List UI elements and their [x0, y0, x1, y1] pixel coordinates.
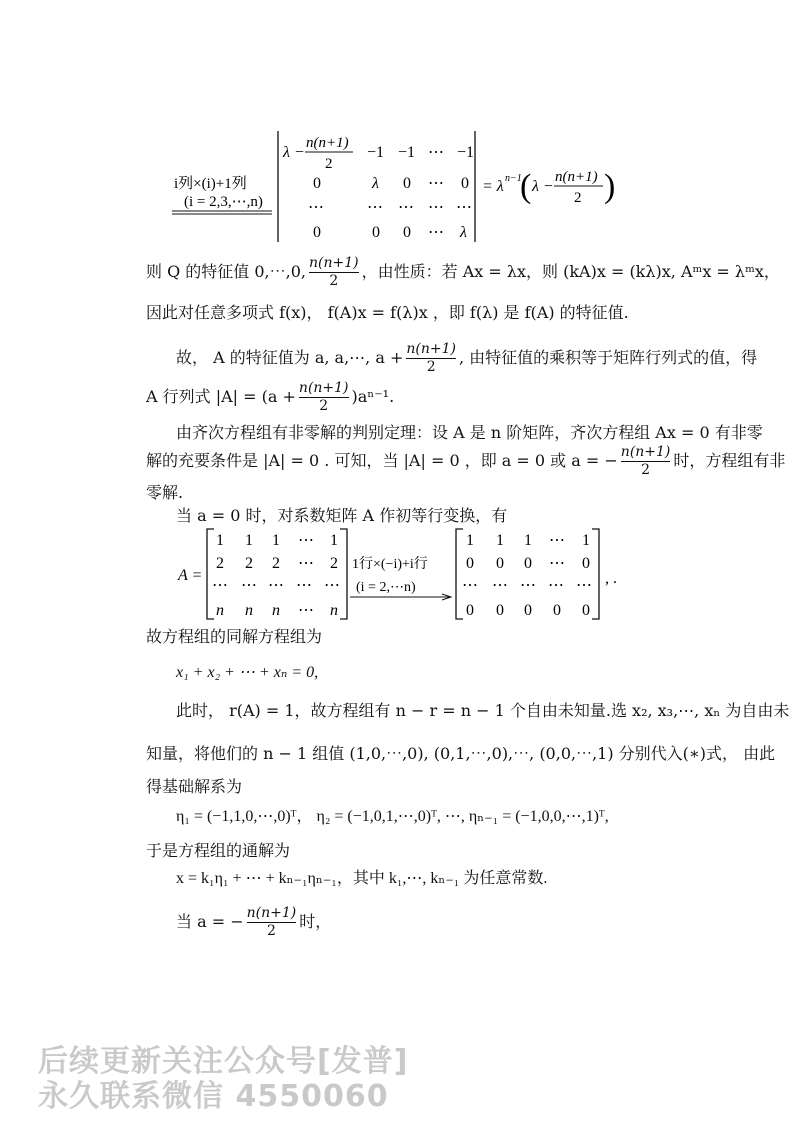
ml-r1-c2: 1 [245, 532, 253, 549]
mr-r2-c5: 0 [582, 555, 590, 572]
det-rhs-open-paren: ( [520, 168, 532, 205]
det-cell-frac-den: 2 [325, 156, 333, 172]
para-determinant-a-text1: A 行列式 |A| = (a + [146, 387, 296, 406]
para-equivalent-system: 故方程组的同解方程组为 [146, 627, 323, 646]
ml-r4-c2: n [245, 602, 253, 619]
para-determinant-a-text2: )aⁿ⁻¹. [351, 387, 395, 406]
transform-label-top: 1行×(−i)+i行 [352, 557, 428, 572]
det-r1-c5: −1 [457, 144, 475, 161]
det-cell-frac-num: n(n+1) [306, 135, 349, 151]
det-r1-c3: −1 [398, 144, 416, 161]
mr-r1-c2: 1 [496, 532, 504, 549]
para-theorem: 由齐次方程组有非零解的判别定理：设 A 是 n 阶矩阵，齐次方程组 Ax = 0 有非零 [176, 423, 763, 442]
det-r3-c4: ⋯ [428, 199, 444, 216]
det-rhs-frac-num: n(n+1) [555, 169, 598, 185]
mr-r4-c3: 0 [524, 602, 532, 619]
mr-r1-c3: 1 [524, 532, 532, 549]
fraction-cond-num: n(n+1) [620, 444, 671, 460]
para-case-a-text2: 时， [299, 912, 332, 931]
det-cell-lambda: λ − [283, 144, 305, 161]
fraction-det [299, 380, 349, 415]
para-rank: 此时， r(A) = 1，故方程组有 n − r = n − 1 个自由未知量.选 x₂, x₃,⋯, xₙ 为自由未 [176, 701, 790, 720]
equation-sum: x₁ + x₂ + ⋯ + xₙ = 0, [176, 664, 319, 681]
equation-basis: η₁ = (−1,1,0,⋯,0)ᵀ， η₂ = (−1,0,1,⋯,0)ᵀ, ⋯, ηₙ₋₁ = (−1,0,0,⋯,1)ᵀ, [176, 808, 609, 825]
fraction-a-num: n(n+1) [406, 341, 456, 357]
mr-r2-c1: 0 [466, 555, 474, 572]
ml-r1-c1: 1 [216, 532, 224, 549]
fraction-q [309, 255, 359, 290]
ml-r3-c4: ⋯ [296, 577, 312, 594]
mr-r2-c2: 0 [496, 555, 504, 572]
para-basis-intro: 得基础解系为 [146, 777, 243, 796]
det-r2-c3: 0 [403, 175, 411, 192]
para-eigenvalues-q [146, 255, 780, 290]
mr-r4-c4: 0 [553, 602, 561, 619]
ml-r3-c5: ⋯ [324, 577, 340, 594]
equation-general: x = k₁η₁ + ⋯ + kₙ₋₁ηₙ₋₁，其中 k₁,⋯, kₙ₋₁ 为任意常数. [176, 870, 548, 887]
matrix-right-bracket-r [592, 529, 599, 619]
watermark-line-1: 后续更新关注公众号[发普] [38, 1044, 409, 1079]
fraction-a [406, 341, 456, 376]
fraction-case-den: 2 [266, 923, 276, 939]
ml-r3-c1: ⋯ [212, 577, 228, 594]
para-eigenvalues-a-text1: 故， A 的特征值为 a, a,⋯, a + [176, 348, 404, 367]
mr-r2-c3: 0 [524, 555, 532, 572]
ml-r4-c3: n [272, 602, 280, 619]
det-r3-c2: ⋯ [367, 199, 383, 216]
para-condition-text1: 解的充要条件是 |A| = 0 . 可知，当 |A| = 0 ，即 a = 0 或 a = − [146, 451, 618, 470]
para-row-transform: 当 a = 0 时，对系数矩阵 A 作初等行变换，有 [176, 506, 508, 525]
fraction-det-den: 2 [319, 398, 329, 414]
det-r4-c2: 0 [372, 224, 380, 241]
para-condition-text2: 时，方程组有非 [673, 451, 786, 470]
fraction-a-den: 2 [426, 359, 436, 375]
mr-r3-c5: ⋯ [576, 577, 592, 594]
para-eigenvalues-a [176, 341, 757, 376]
ml-r1-c5: 1 [330, 532, 338, 549]
ml-r3-c3: ⋯ [268, 577, 284, 594]
ml-r4-c4: ⋯ [298, 602, 314, 619]
mr-r1-c5: 1 [582, 532, 590, 549]
mr-r3-c2: ⋯ [492, 577, 508, 594]
mr-r4-c1: 0 [466, 602, 474, 619]
para-polynomial: 因此对任意多项式 f(x)， f(A)x = f(λ)x ，即 f(λ) 是 f(A) 的特征值. [146, 303, 629, 322]
det-r4-c5: λ [460, 224, 467, 241]
ml-r2-c3: 2 [272, 555, 280, 572]
transform-label-bottom: (i = 2,⋯n) [356, 580, 416, 595]
matrix-left-bracket-r [340, 529, 347, 619]
det-r4-c1: 0 [313, 224, 321, 241]
watermark-line-2: 永久联系微信 4550060 [38, 1079, 389, 1114]
matrix-transformation [0, 525, 800, 625]
matrix-tail: , . [605, 570, 617, 587]
det-r2-c2: λ [372, 175, 379, 192]
determinant-equation [0, 125, 800, 250]
para-case-a-text1: 当 a = − [176, 912, 244, 931]
det-r1-c4: ⋯ [428, 144, 444, 161]
ml-r1-c3: 1 [272, 532, 280, 549]
para-eigenvalues-q-text1: 则 Q 的特征值 0,⋯,0, [146, 262, 306, 281]
det-r3-c3: ⋯ [398, 199, 414, 216]
matrix-right-bracket-l [456, 529, 463, 619]
mr-r1-c4: ⋯ [549, 532, 565, 549]
det-r4-c3: 0 [403, 224, 411, 241]
mr-r3-c4: ⋯ [548, 577, 564, 594]
para-general-intro: 于是方程组的通解为 [146, 841, 291, 860]
fraction-case-num: n(n+1) [246, 905, 297, 921]
mr-r3-c1: ⋯ [462, 577, 478, 594]
fraction-cond [621, 444, 671, 479]
para-determinant-a [146, 380, 394, 415]
fraction-q-num: n(n+1) [309, 255, 359, 271]
ml-r2-c5: 2 [330, 555, 338, 572]
fraction-det-num: n(n+1) [298, 380, 349, 396]
det-r3-c5: ⋯ [456, 199, 472, 216]
para-nonzero: 零解. [146, 483, 184, 502]
para-case-a [176, 905, 331, 940]
mr-r3-c3: ⋯ [520, 577, 536, 594]
det-r2-c4: ⋯ [428, 175, 444, 192]
det-r2-c1: 0 [313, 175, 321, 192]
det-rhs-exponent: n−1 [505, 173, 522, 184]
det-r1-c2: −1 [367, 144, 385, 161]
mr-r2-c4: ⋯ [549, 555, 565, 572]
det-r3-c1: ⋯ [308, 199, 324, 216]
det-label-bottom: (i = 2,3,⋯,n) [184, 194, 263, 210]
det-rhs-lambda: λ − [532, 178, 554, 195]
mr-r4-c2: 0 [496, 602, 504, 619]
det-rhs-frac-den: 2 [574, 190, 582, 206]
det-rhs-equals: = λ [482, 178, 504, 195]
para-condition [146, 444, 785, 479]
ml-r3-c2: ⋯ [241, 577, 257, 594]
para-substitute: 知量，将他们的 n − 1 组值 (1,0,⋯,0), (0,1,⋯,0),⋯, (0,0,⋯,1) 分别代入(∗)式， 由此 [146, 744, 776, 763]
fraction-cond-den: 2 [641, 462, 651, 478]
det-rhs-close-paren: ) [604, 168, 616, 205]
fraction-q-den: 2 [329, 273, 339, 289]
mr-r4-c5: 0 [582, 602, 590, 619]
matrix-left-bracket-l [207, 529, 214, 619]
ml-r2-c4: ⋯ [298, 555, 314, 572]
ml-r2-c1: 2 [216, 555, 224, 572]
ml-r4-c1: n [216, 602, 224, 619]
para-eigenvalues-q-text2: ，由性质：若 Ax = λx，则 (kA)x = (kλ)x, Aᵐx = λᵐx， [361, 262, 780, 281]
ml-r1-c4: ⋯ [298, 532, 314, 549]
det-r2-c5: 0 [461, 175, 469, 192]
det-r4-c4: ⋯ [428, 224, 444, 241]
mr-r1-c1: 1 [466, 532, 474, 549]
matrix-lhs: A = [178, 567, 203, 584]
fraction-case [247, 905, 297, 940]
para-eigenvalues-a-text2: , 由特征值的乘积等于矩阵行列式的值，得 [458, 348, 758, 367]
ml-r4-c5: n [330, 602, 338, 619]
ml-r2-c2: 2 [245, 555, 253, 572]
det-label-top: i列×(i)+1列 [174, 176, 247, 192]
